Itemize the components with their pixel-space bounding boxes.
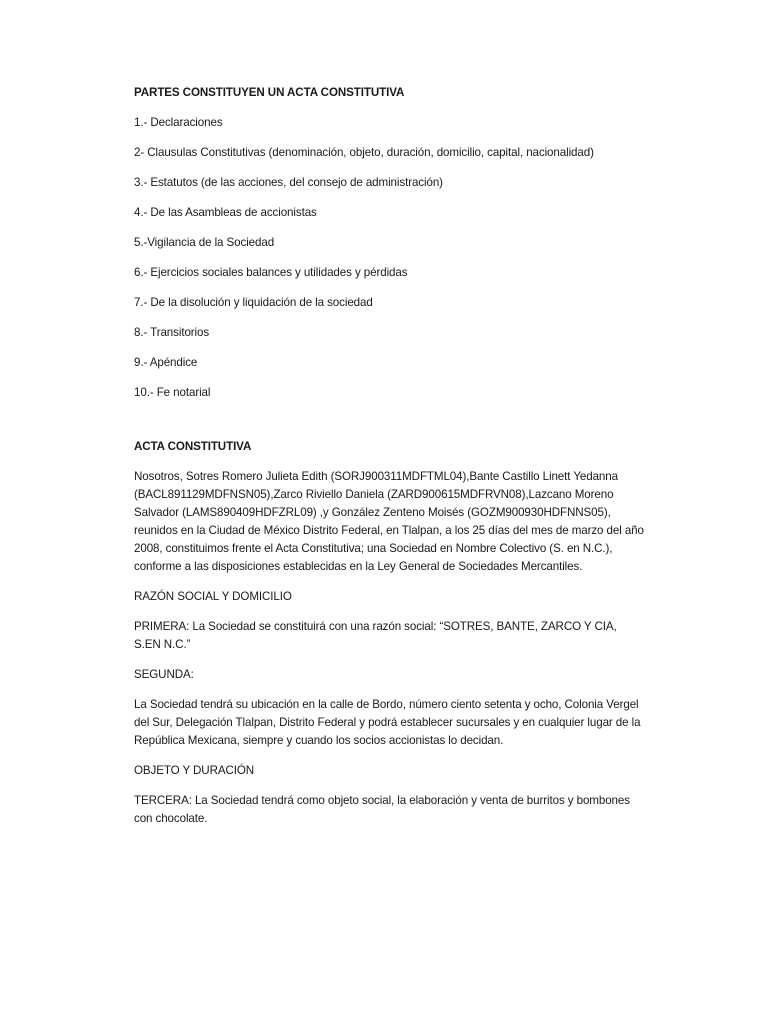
list-item: 5.-Vigilancia de la Sociedad — [134, 236, 275, 249]
intro-paragraph: Nosotros, Sotres Romero Julieta Edith (SORJ900311MDFTML04),Bante Castillo Linett Yedanna (BACL891129MDFNSN05),Zarco Riviello Daniela (ZARD900615MDFRVN08),Lazcano Moreno Salvador (LAMS890409HDFZRL09) ,y González Zenteno Moisés (GOZM900930HDFNNS05), reunidos en la Ciudad de México Distrito Federal, en Tlalpan, a los 25 días del mes de marzo del año 2008, constituimos frente el Acta Constitutiva; una Sociedad en Nombre Colectivo (S. en N.C.), conforme a las disposiciones establecidas en la Ley General de Sociedades Mercantiles. — [134, 470, 644, 573]
list-item: 4.- De las Asambleas de accionistas — [134, 206, 317, 219]
acta-section — [134, 438, 644, 828]
clause-tercera: TERCERA: La Sociedad tendrá como objeto social, la elaboración y venta de burritos y bombones con chocolate. — [134, 794, 630, 825]
list-item: 6.- Ejercicios sociales balances y utilidades y pérdidas — [134, 266, 408, 279]
list-item: 7.- De la disolución y liquidación de la sociedad — [134, 296, 373, 309]
list-item: 3.- Estatutos (de las acciones, del consejo de administración) — [134, 176, 443, 189]
list-item: 9.- Apéndice — [134, 356, 198, 369]
section-heading-razon: RAZÓN SOCIAL Y DOMICILIO — [134, 590, 292, 603]
section-heading-objeto: OBJETO Y DURACIÓN — [134, 764, 255, 777]
list-item: 10.- Fe notarial — [134, 386, 211, 399]
clause-segunda-label: SEGUNDA: — [134, 668, 194, 681]
heading-partes: PARTES CONSTITUYEN UN ACTA CONSTITUTIVA — [134, 86, 405, 99]
clause-segunda-text: La Sociedad tendrá su ubicación en la calle de Bordo, número ciento setenta y ocho, Colonia Vergel del Sur, Delegación Tlalpan, Distrito Federal y podrá establecer sucursales y en cualquier lugar de la República Mexicana, siempre y cuando los socios accionistas lo decidan. — [134, 698, 641, 747]
clause-primera: PRIMERA: La Sociedad se constituirá con una razón social: “SOTRES, BANTE, ZARCO Y CIA, S.EN N.C.” — [134, 620, 617, 651]
list-item: 1.- Declaraciones — [134, 116, 223, 129]
heading-acta: ACTA CONSTITUTIVA — [134, 440, 252, 453]
list-item: 2- Clausulas Constitutivas (denominación, objeto, duración, domicilio, capital, nacionalidad) — [134, 146, 594, 159]
document-page — [134, 84, 644, 840]
parts-list — [134, 114, 644, 402]
list-item: 8.- Transitorios — [134, 326, 210, 339]
